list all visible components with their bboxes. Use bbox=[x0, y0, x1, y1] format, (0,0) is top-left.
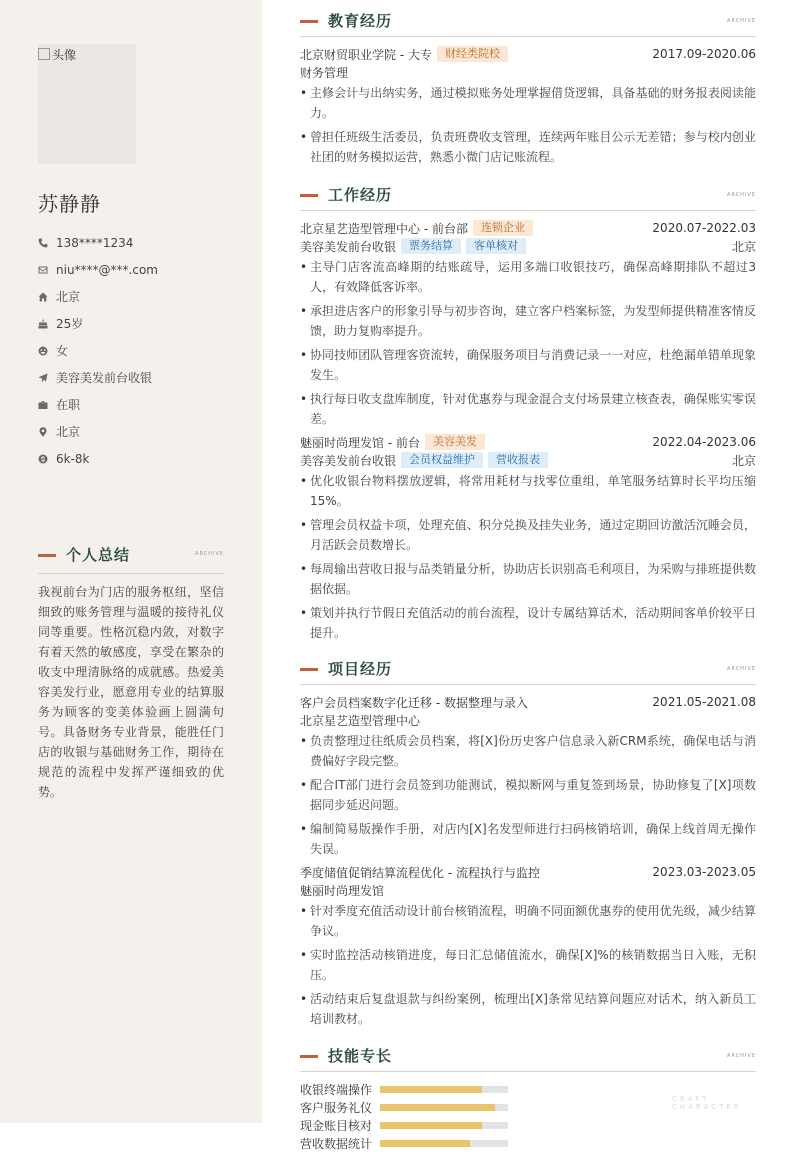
bullet-item: • 负责整理过往纸质会员档案，将[X]份历史客户信息录入新CRM系统，确保电话与消费偏好字段完整。 bbox=[300, 731, 756, 771]
avatar-alt-text: 头像 bbox=[38, 46, 76, 63]
contact-salary bbox=[38, 445, 238, 472]
job-role-line bbox=[300, 451, 756, 469]
section-tag: ARCHIVE bbox=[195, 551, 224, 557]
contact-text: 美容美发前台收银 bbox=[56, 371, 153, 385]
job-city: 北京 bbox=[731, 453, 756, 468]
project-entry bbox=[300, 863, 756, 1029]
contact-text: 北京 bbox=[56, 290, 81, 304]
section-header bbox=[300, 10, 756, 37]
summary-text: 我视前台为门店的服务枢纽，坚信细致的账务管理与温暖的接待礼仪同等重要。性格沉稳内敛，对数字有着天然的敏感度，享受在繁杂的收支中理清脉络的成就感。热爱美容美发行业，愿意用专业的结算服务为顾客的变美体验画上圆满句号。具备财务专业背景，能胜任门店的收银与基础财务工作，期待在规范的流程中发挥严谨细致的优势。 bbox=[38, 585, 224, 799]
briefcase-icon bbox=[38, 400, 56, 410]
contact-home bbox=[38, 283, 238, 310]
job-bullets bbox=[300, 471, 756, 643]
contact-text: 在职 bbox=[56, 398, 81, 412]
project-name-line bbox=[300, 693, 756, 711]
education-section bbox=[300, 10, 756, 171]
job-role-line bbox=[300, 237, 756, 255]
home-icon bbox=[38, 292, 56, 302]
project-org-line bbox=[300, 881, 756, 899]
contact-text: 25岁 bbox=[56, 317, 84, 331]
project-bullets bbox=[300, 731, 756, 859]
send-icon bbox=[38, 373, 56, 383]
skill-item bbox=[300, 1116, 530, 1134]
education-date: 2017.09-2020.06 bbox=[652, 47, 756, 61]
job-company-line bbox=[300, 219, 756, 237]
location-icon bbox=[38, 427, 56, 437]
skill-bar bbox=[380, 1140, 508, 1147]
contact-text: 6k-8k bbox=[56, 451, 90, 466]
school-tag: 财经类院校 bbox=[437, 46, 508, 62]
skill-label: 收银终端操作 bbox=[300, 1082, 373, 1097]
skill-fill bbox=[380, 1104, 495, 1111]
skill-fill bbox=[380, 1140, 470, 1147]
section-header bbox=[300, 184, 756, 211]
education-major-line bbox=[300, 63, 756, 81]
job-entry bbox=[300, 219, 756, 429]
role-tag: 票务结算 bbox=[401, 238, 461, 254]
skill-bar bbox=[380, 1086, 508, 1093]
section-accent-bar bbox=[300, 668, 318, 671]
job-bullets bbox=[300, 257, 756, 429]
section-header bbox=[300, 658, 756, 685]
contact-text: 女 bbox=[56, 344, 69, 358]
contact-email bbox=[38, 256, 238, 283]
section-title: 个人总结 bbox=[66, 546, 131, 564]
project-org-line bbox=[300, 711, 756, 729]
bullet-item: • 实时监控活动核销进度，每日汇总储值流水，确保[X]%的核销数据当日入账，无积压。 bbox=[300, 945, 756, 985]
contact-list bbox=[38, 229, 238, 472]
project-name: 季度储值促销结算流程优化 - 流程执行与监控 bbox=[300, 865, 540, 880]
bullet-item: • 协同技师团队管理客资流转，确保服务项目与消费记录一一对应，杜绝漏单错单现象发生。 bbox=[300, 345, 756, 385]
bullet-item: • 管理会员权益卡项，处理充值、积分兑换及挂失业务，通过定期回访激活沉睡会员，月活跃会员数增长。 bbox=[300, 515, 756, 555]
major: 财务管理 bbox=[300, 65, 349, 80]
skill-item bbox=[300, 1134, 530, 1152]
bullet-item: • 配合IT部门进行会员签到功能测试，模拟断网与重复签到场景，协助修复了[X]项数据同步延迟问题。 bbox=[300, 775, 756, 815]
contact-status bbox=[38, 391, 238, 418]
company-name: 魅丽时尚理发馆 - 前台 bbox=[300, 435, 420, 450]
skill-list bbox=[300, 1080, 756, 1152]
section-tag: ARCHIVE bbox=[727, 18, 756, 24]
job-date: 2020.07-2022.03 bbox=[652, 221, 756, 235]
bullet-item: • 针对季度充值活动设计前台核销流程，明确不同面额优惠券的使用优先级，减少结算争议。 bbox=[300, 901, 756, 941]
project-bullets bbox=[300, 901, 756, 1029]
job-role: 美容美发前台收银 bbox=[300, 239, 397, 254]
education-school-line bbox=[300, 45, 756, 63]
job-date: 2022.04-2023.06 bbox=[652, 435, 756, 449]
mail-icon bbox=[38, 265, 56, 275]
role-tag: 营收报表 bbox=[488, 452, 548, 468]
bullet-item: • 承担进店客户的形象引导与初步咨询，建立客户档案标签，为发型师提供精准客情反馈，助力复购率提升。 bbox=[300, 301, 756, 341]
work-section bbox=[300, 184, 756, 647]
job-city: 北京 bbox=[731, 239, 756, 254]
section-tag: ARCHIVE bbox=[727, 1053, 756, 1059]
skill-fill bbox=[380, 1086, 482, 1093]
skill-label: 客户服务礼仪 bbox=[300, 1100, 373, 1115]
contact-position bbox=[38, 364, 238, 391]
section-title: 项目经历 bbox=[328, 660, 393, 678]
sidebar bbox=[0, 0, 262, 1123]
contact-text: 北京 bbox=[56, 425, 81, 439]
education-bullets bbox=[300, 83, 756, 167]
section-accent-bar bbox=[300, 194, 318, 197]
section-title: 工作经历 bbox=[328, 186, 393, 204]
contact-text: niu****@***.com bbox=[56, 262, 158, 277]
contact-location bbox=[38, 418, 238, 445]
contact-gender bbox=[38, 337, 238, 364]
contact-age bbox=[38, 310, 238, 337]
section-accent-bar bbox=[38, 554, 56, 557]
bullet-item: • 曾担任班级生活委员，负责班费收支管理，连续两年账目公示无差错；参与校内创业社团的财务模拟运营，熟悉小微门店记账流程。 bbox=[300, 127, 756, 167]
role-tag: 客单核对 bbox=[466, 238, 526, 254]
project-date: 2023.03-2023.05 bbox=[652, 865, 756, 879]
project-org: 魅丽时尚理发馆 bbox=[300, 883, 385, 898]
cake-icon bbox=[38, 319, 56, 329]
bullet-item: • 执行每日收支盘库制度，针对优惠券与现金混合支付场景建立核查表，确保账实零误差。 bbox=[300, 389, 756, 429]
job-company-line bbox=[300, 433, 756, 451]
company-tag: 美容美发 bbox=[425, 434, 485, 450]
salary-icon bbox=[38, 454, 56, 464]
section-accent-bar bbox=[300, 1055, 318, 1058]
company-tag: 连锁企业 bbox=[473, 220, 533, 236]
projects-section bbox=[300, 658, 756, 1033]
role-tag: 会员权益维护 bbox=[401, 452, 483, 468]
project-name-line bbox=[300, 863, 756, 881]
section-accent-bar bbox=[300, 20, 318, 23]
watermark: CRAFT · CHARACTER bbox=[672, 1095, 742, 1111]
job-entry bbox=[300, 433, 756, 643]
bullet-item: • 活动结束后复盘退款与纠纷案例，梳理出[X]条常见结算问题应对话术，纳入新员工培训教材。 bbox=[300, 989, 756, 1029]
bullet-item: • 每周输出营收日报与品类销量分析，协助店长识别高毛利项目，为采购与排班提供数据依据。 bbox=[300, 559, 756, 599]
skill-item bbox=[300, 1080, 530, 1098]
skill-fill bbox=[380, 1122, 482, 1129]
contact-phone bbox=[38, 229, 238, 256]
project-date: 2021.05-2021.08 bbox=[652, 695, 756, 709]
bullet-item: • 主修会计与出纳实务，通过模拟账务处理掌握借贷逻辑，具备基础的财务报表阅读能力。 bbox=[300, 83, 756, 123]
section-tag: ARCHIVE bbox=[727, 192, 756, 198]
skill-label: 营收数据统计 bbox=[300, 1136, 373, 1151]
section-title: 技能专长 bbox=[328, 1047, 393, 1065]
section-tag: ARCHIVE bbox=[727, 666, 756, 672]
project-entry bbox=[300, 693, 756, 859]
section-header bbox=[300, 1045, 756, 1072]
school-name: 北京财贸职业学院 - 大专 bbox=[300, 47, 432, 62]
company-name: 北京星艺造型管理中心 - 前台部 bbox=[300, 221, 468, 236]
job-role: 美容美发前台收银 bbox=[300, 453, 397, 468]
contact-text: 138****1234 bbox=[56, 235, 134, 250]
skill-bar bbox=[380, 1104, 508, 1111]
bullet-item: • 主导门店客流高峰期的结账疏导，运用多端口收银技巧，确保高峰期排队不超过3人，有效降低客诉率。 bbox=[300, 257, 756, 297]
skill-label: 现金账目核对 bbox=[300, 1118, 373, 1133]
phone-icon bbox=[38, 238, 56, 248]
skill-item bbox=[300, 1098, 530, 1116]
gender-icon bbox=[38, 346, 56, 356]
summary-section-header bbox=[38, 544, 224, 574]
skill-bar bbox=[380, 1122, 508, 1129]
bullet-item: • 策划并执行节假日充值活动的前台流程，设计专属结算话术，活动期间客单价较平日提升。 bbox=[300, 603, 756, 643]
section-title: 教育经历 bbox=[328, 12, 393, 30]
bullet-item: • 编制简易版操作手册，对店内[X]名发型师进行扫码核销培训，确保上线首周无操作失误。 bbox=[300, 819, 756, 859]
project-org: 北京星艺造型管理中心 bbox=[300, 713, 421, 728]
candidate-name: 苏静静 bbox=[38, 192, 101, 216]
bullet-item: • 优化收银台物料摆放逻辑，将常用耗材与找零位重组，单笔服务结算时长平均压缩15%。 bbox=[300, 471, 756, 511]
project-name: 客户会员档案数字化迁移 - 数据整理与录入 bbox=[300, 695, 528, 710]
